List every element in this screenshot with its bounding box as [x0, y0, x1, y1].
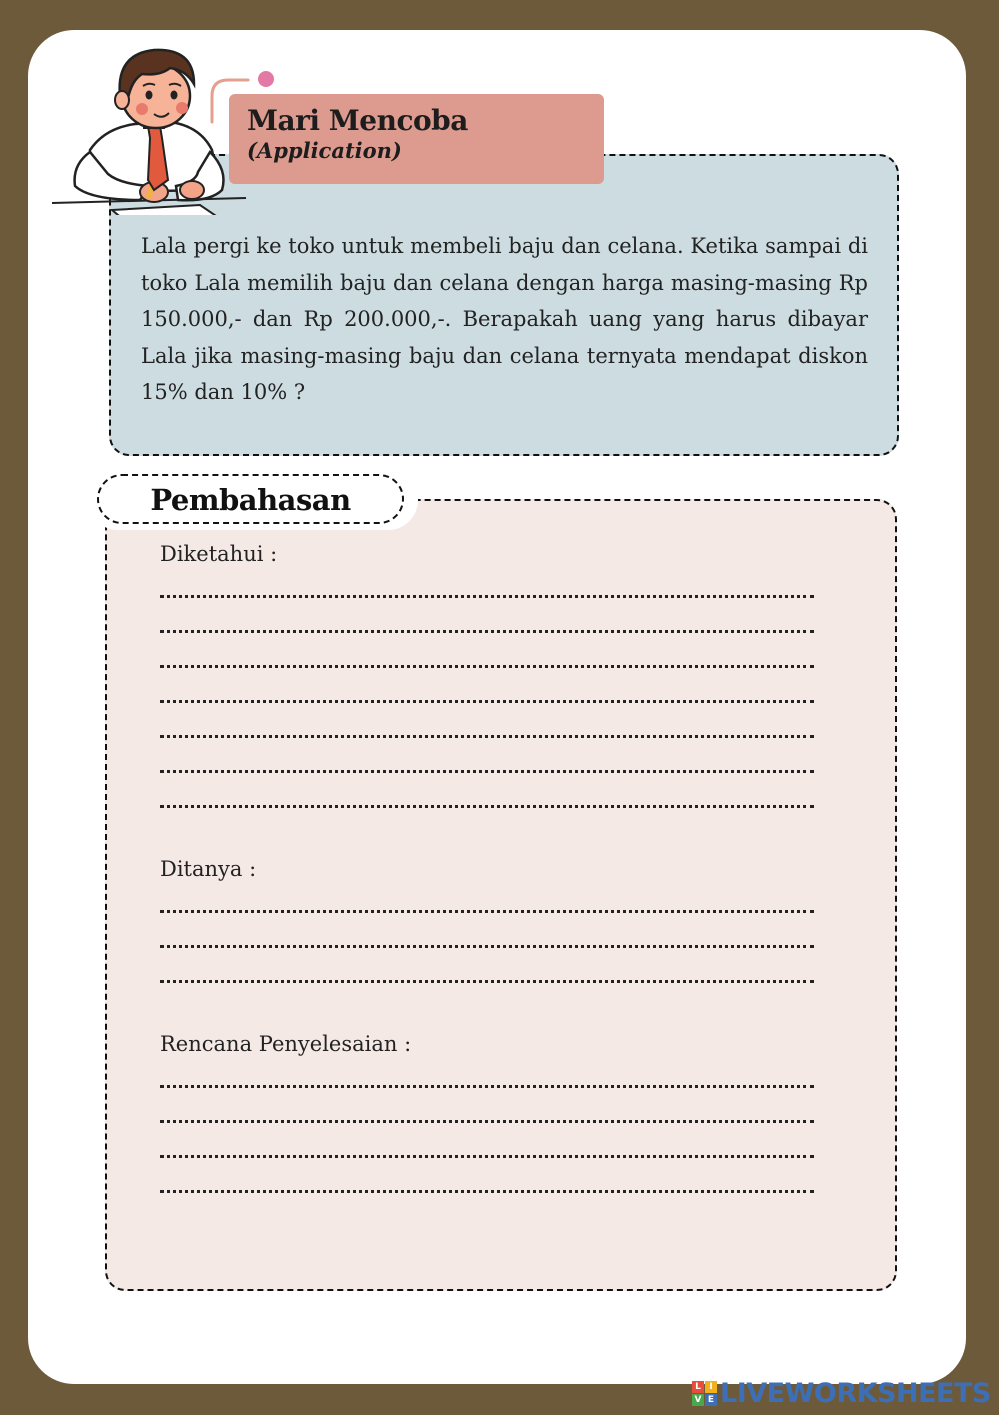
logo-letter: V — [692, 1394, 704, 1406]
diketahui-label: Diketahui : — [160, 542, 278, 566]
pembahasan-title: Pembahasan — [150, 483, 351, 517]
question-text: Lala pergi ke toko untuk membeli baju dan celana. Ketika sampai di toko Lala memilih baju dan celana dengan harga masing-masing Rp 150.000,- dan Rp 200.000,-. Berapakah uang yang harus dibayar Lala jika masing-masing baju dan celana ternyata mendapat diskon 15% dan 10% ? — [141, 234, 868, 404]
brand-name: LIVEWORKSHEETS — [720, 1377, 991, 1409]
header-subtitle: (Application) — [247, 138, 402, 163]
rencana-answer-line[interactable] — [160, 1085, 814, 1088]
rencana-answer-line[interactable] — [160, 1190, 814, 1193]
diketahui-answer-line[interactable] — [160, 665, 814, 668]
ditanya-answer-line[interactable] — [160, 945, 814, 948]
header-tag — [229, 94, 604, 184]
rencana-answer-line[interactable] — [160, 1155, 814, 1158]
liveworksheets-logo[interactable] — [692, 1376, 991, 1410]
pembahasan-tab — [97, 474, 404, 524]
diketahui-answer-line[interactable] — [160, 595, 814, 598]
logo-mark-icon — [692, 1381, 717, 1406]
header-title: Mari Mencoba — [247, 104, 468, 137]
ditanya-label: Ditanya : — [160, 857, 257, 881]
answer-box — [105, 499, 897, 1291]
ditanya-answer-line[interactable] — [160, 980, 814, 983]
logo-letter: E — [705, 1394, 717, 1406]
ditanya-answer-line[interactable] — [160, 910, 814, 913]
diketahui-answer-line[interactable] — [160, 630, 814, 633]
student-writing-illustration — [50, 40, 250, 215]
diketahui-answer-line[interactable] — [160, 700, 814, 703]
diketahui-answer-line[interactable] — [160, 735, 814, 738]
logo-letter: L — [692, 1381, 704, 1393]
rencana-answer-line[interactable] — [160, 1120, 814, 1123]
rencana-label: Rencana Penyelesaian : — [160, 1032, 412, 1056]
diketahui-answer-line[interactable] — [160, 805, 814, 808]
logo-letter: I — [705, 1381, 717, 1393]
diketahui-answer-line[interactable] — [160, 770, 814, 773]
accent-dot-pink — [258, 71, 274, 87]
